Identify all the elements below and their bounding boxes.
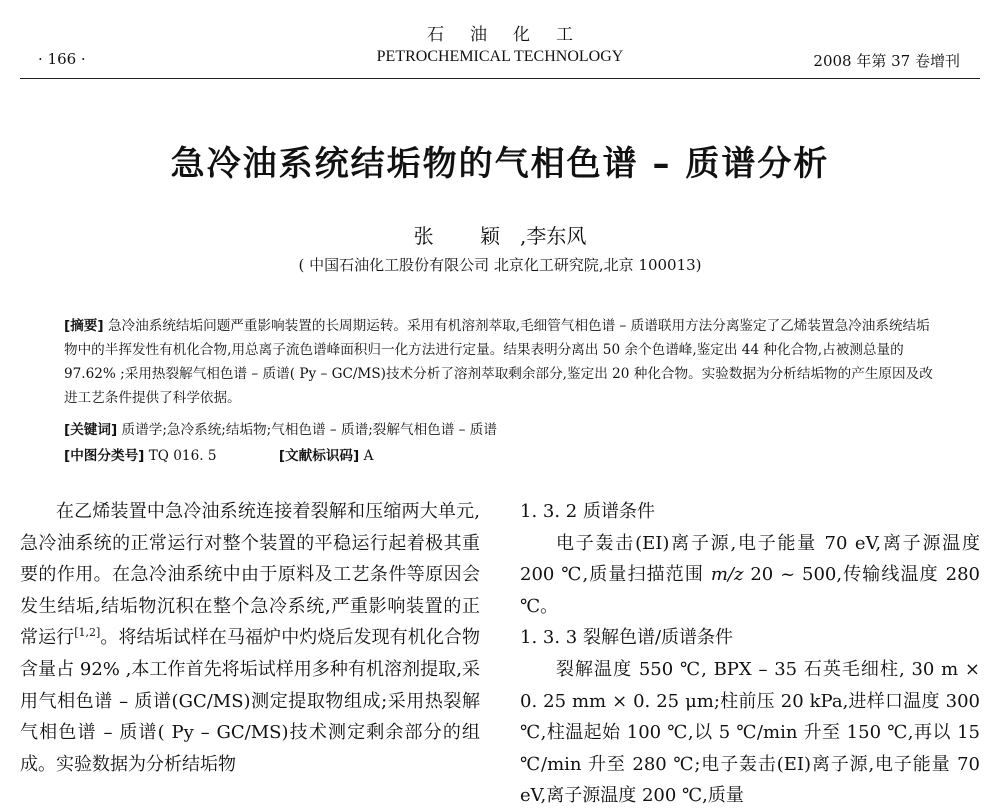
keywords-label: [关键词] [64, 422, 118, 438]
body-text: 在乙烯装置中急冷油系统连接着裂解和压缩两大单元,急冷油系统的正常运行对整个装置的平稳运行起着极其重要的作用。在急冷油系统中由于原料及工艺条件等原因会发生结垢,结垢物沉积在整个急冷系统,严重影响装置的正常运行 [20, 501, 480, 649]
abstract-text: 急冷油系统结垢问题严重影响装置的长周期运转。采用有机溶剂萃取,毛细管气相色谱 – 质谱联用方法分离鉴定了乙烯装置急冷油系统结垢物中的半挥发性有机化合物,用总离子流色谱峰面积归一化方法进行定量。结果表明分离出 50 余个色谱峰,鉴定出 44 种化合物,占被测总量的 97.62% ;采用热裂解气相色谱 – 质谱( Py – GC/MS)技术分析了溶剂萃取剩余部分,鉴定出 20 种化合物。实验数据为分析结垢物的产生原因及改进工艺条件提供了科学依据。 [64, 318, 933, 406]
abstract [64, 314, 940, 410]
section-heading-ms: 1. 3. 2 质谱条件 [520, 501, 655, 522]
body-paragraph [20, 496, 480, 780]
ms-text-a: 电子轰击(EI)离子源,电子能量 70 eV,离子源温度 200 ℃,质量扫描范围 [520, 532, 980, 586]
ms-text-mz: m/z [710, 564, 744, 586]
abstract-label: [摘要] [64, 318, 104, 334]
keywords-text: 质谱学;急冷系统;结垢物;气相色谱 – 质谱;裂解气相色谱 – 质谱 [121, 422, 497, 438]
paper-title: 急冷油系统结垢物的气相色谱 – 质谱分析 [170, 144, 830, 184]
author-rest: ,李东风 [520, 224, 587, 248]
section-heading-pygc: 1. 3. 3 裂解色谱/质谱条件 [520, 627, 734, 649]
affiliation: ( 中国石油化工股份有限公司 北京化工研究院,北京 100013) [298, 256, 702, 274]
doc-code-value: A [363, 448, 374, 464]
citation-ref: [1,2] [74, 626, 101, 640]
keywords [64, 418, 497, 438]
classification [64, 444, 373, 464]
classification-value: TQ 016. 5 [148, 448, 217, 464]
section-text-pygc: 裂解温度 550 ℃, BPX – 35 石英毛细柱, 30 m × 0. 25 mm × 0. 25 μm;柱前压 20 kPa,进样口温度 300 ℃,柱温起始 100 ℃,以 5 ℃/min 升至 150 ℃,再以 15 ℃/min 升至 280 ℃;电子轰击(EI)离子源,电子能量 70 eV,离子源温度 200 ℃,质量 [520, 658, 980, 807]
page-number: · 166 · [38, 50, 86, 68]
section-text-ms [520, 528, 980, 623]
header-rule [20, 78, 980, 79]
ms-text-b: 20 ~ 500,传输线温度 280 ℃。 [520, 564, 980, 617]
body-text-cont: 。将结垢试样在马福炉中灼烧后发现有机化合物含量占 92% ,本工作首先将垢试样用多种有机溶剂提取,采用气相色谱 – 质谱(GC/MS)测定提取物组成;采用热裂解气相色谱 – 质谱( Py – GC/MS)技术测定剩余部分的组成。实验数据为分析结垢物 [20, 627, 481, 775]
body-left-column [20, 496, 480, 780]
doc-code-label: [文献标识码] [278, 448, 360, 464]
issue-info: 2008 年第 37 卷增刊 [813, 52, 960, 70]
journal-name-cn: 石油化工 [427, 25, 599, 45]
body-right-column [520, 496, 980, 812]
author-first: 张 颖 [413, 224, 520, 248]
classification-label: [中图分类号] [64, 448, 145, 464]
authors [0, 220, 1000, 249]
journal-name-en: PETROCHEMICAL TECHNOLOGY [376, 48, 624, 65]
